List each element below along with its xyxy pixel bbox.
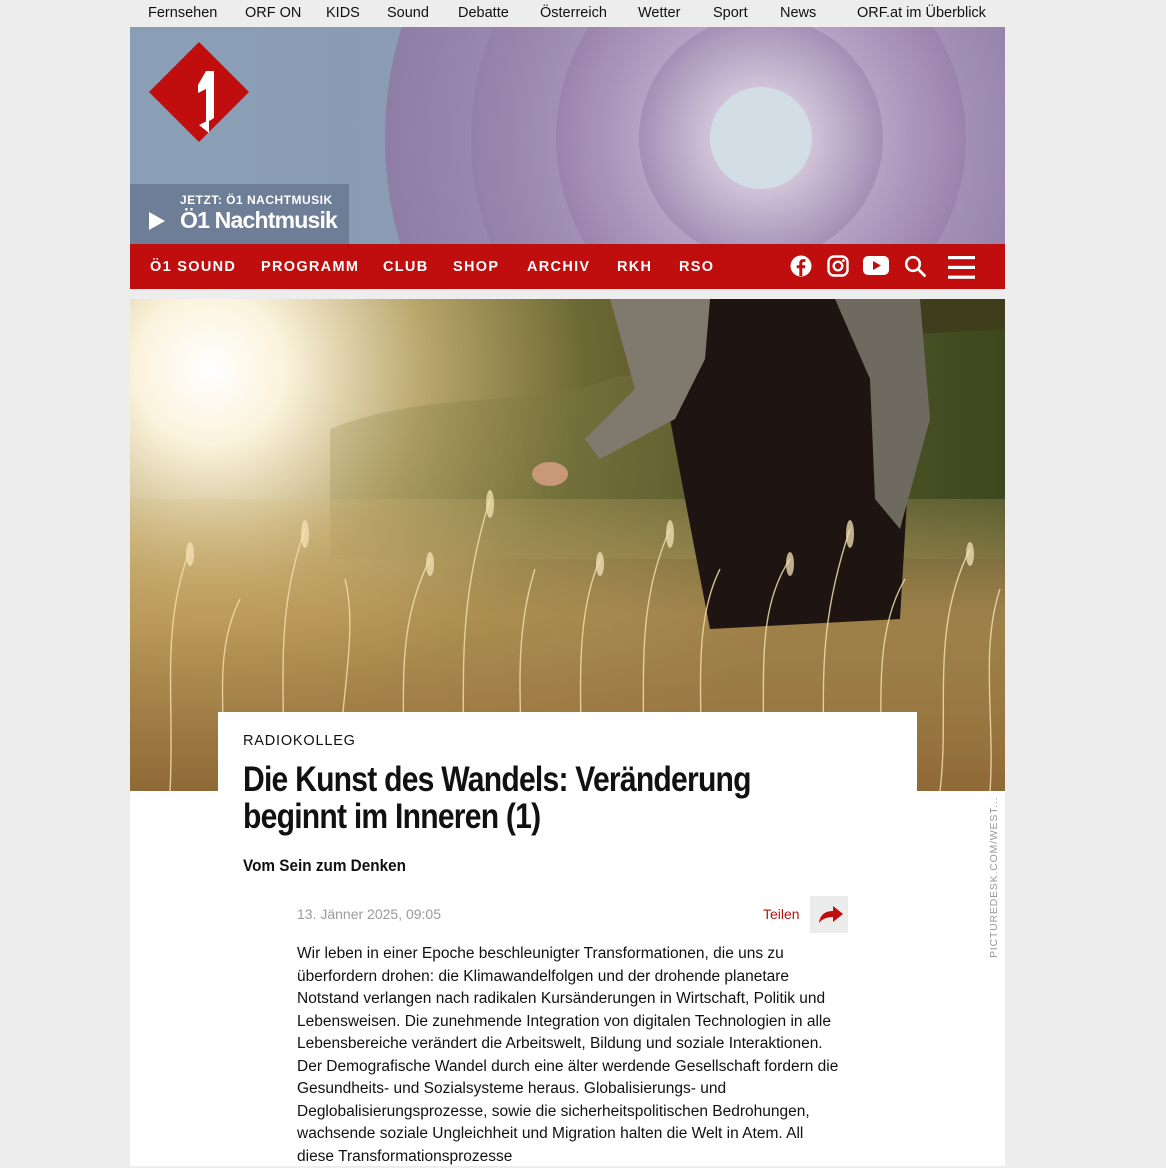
orf-link-overview[interactable]: ORF.at im Überblick [857, 5, 986, 21]
article-body: Wir leben in einer Epoche beschleunigter Transformationen, die uns zu überfordern drohen: die Klimawandelfolgen und der drohende planetare Notstand verlangen nach radikalen Kursänderungen in Wirtschaft, Politik und Lebensweisen. Die zunehmende Integration von digitalen Technologien in alle Lebensbereiche verändert die Arbeitswelt, Bildung und soziale Interaktionen. Der Demografische Wandel durch eine älter werdende Gesellschaft fordern die Gesundheits- und Sozialsysteme heraus. Globalisierungs- und Deglobalisierungsprozesse, sowie die sicherheitspolitischen Bedrohungen, wachsende soziale Ungleichheit und Migration halten die Welt in Atem. All diese Transformationsprozesse [297, 945, 839, 1165]
orf-link-debatte[interactable]: Debatte [458, 5, 509, 21]
orf-link-kids[interactable]: KIDS [326, 5, 360, 21]
article-category[interactable]: RADIOKOLLEG [243, 733, 356, 749]
play-icon[interactable] [148, 211, 166, 231]
facebook-icon[interactable] [790, 255, 812, 277]
orf-link-fernsehen[interactable]: Fernsehen [148, 5, 218, 21]
headline-line-2: beginnt im Inneren (1) [243, 797, 541, 836]
nav-item-programm[interactable]: PROGRAMM [261, 259, 360, 275]
now-playing-box[interactable] [130, 184, 349, 244]
station-header [130, 27, 1005, 244]
search-icon[interactable] [904, 255, 926, 277]
image-credit: PICTUREDESK.COM/WEST... [988, 796, 1000, 958]
share-arrow-icon [810, 896, 848, 933]
nav-item-archiv[interactable]: ARCHIV [527, 259, 591, 275]
main-nav [130, 244, 1005, 289]
orf-top-bar [130, 0, 1005, 27]
orf-link-news[interactable]: News [780, 5, 817, 21]
article-date: 13. Jänner 2025, 09:05 [297, 906, 442, 922]
nav-item-rkh[interactable]: RKH [617, 259, 653, 275]
instagram-icon[interactable] [827, 255, 849, 277]
orf-link-oesterreich[interactable]: Österreich [540, 5, 607, 21]
orf-link-sound[interactable]: Sound [387, 5, 429, 21]
now-playing-kicker: JETZT: Ö1 NACHTMUSIK [180, 193, 333, 207]
article-headline [243, 761, 897, 835]
youtube-icon[interactable] [863, 256, 889, 276]
oe1-logo-icon[interactable] [148, 41, 250, 143]
share-button[interactable] [810, 896, 848, 933]
nav-item-oe1-sound[interactable]: Ö1 SOUND [150, 259, 237, 275]
orf-link-orf-on[interactable]: ORF ON [245, 5, 302, 21]
headline-line-1: Die Kunst des Wandels: Veränderung [243, 760, 751, 799]
menu-icon[interactable] [948, 256, 975, 279]
nav-item-rso[interactable]: RSO [679, 259, 715, 275]
nav-item-club[interactable]: CLUB [383, 259, 429, 275]
orf-link-sport[interactable]: Sport [713, 5, 748, 21]
article-subtitle: Vom Sein zum Denken [243, 856, 406, 875]
now-playing-title: Ö1 Nachtmusik [180, 207, 338, 233]
share-label[interactable]: Teilen [763, 906, 800, 922]
orf-link-wetter[interactable]: Wetter [638, 5, 681, 21]
nav-item-shop[interactable]: SHOP [453, 259, 500, 275]
